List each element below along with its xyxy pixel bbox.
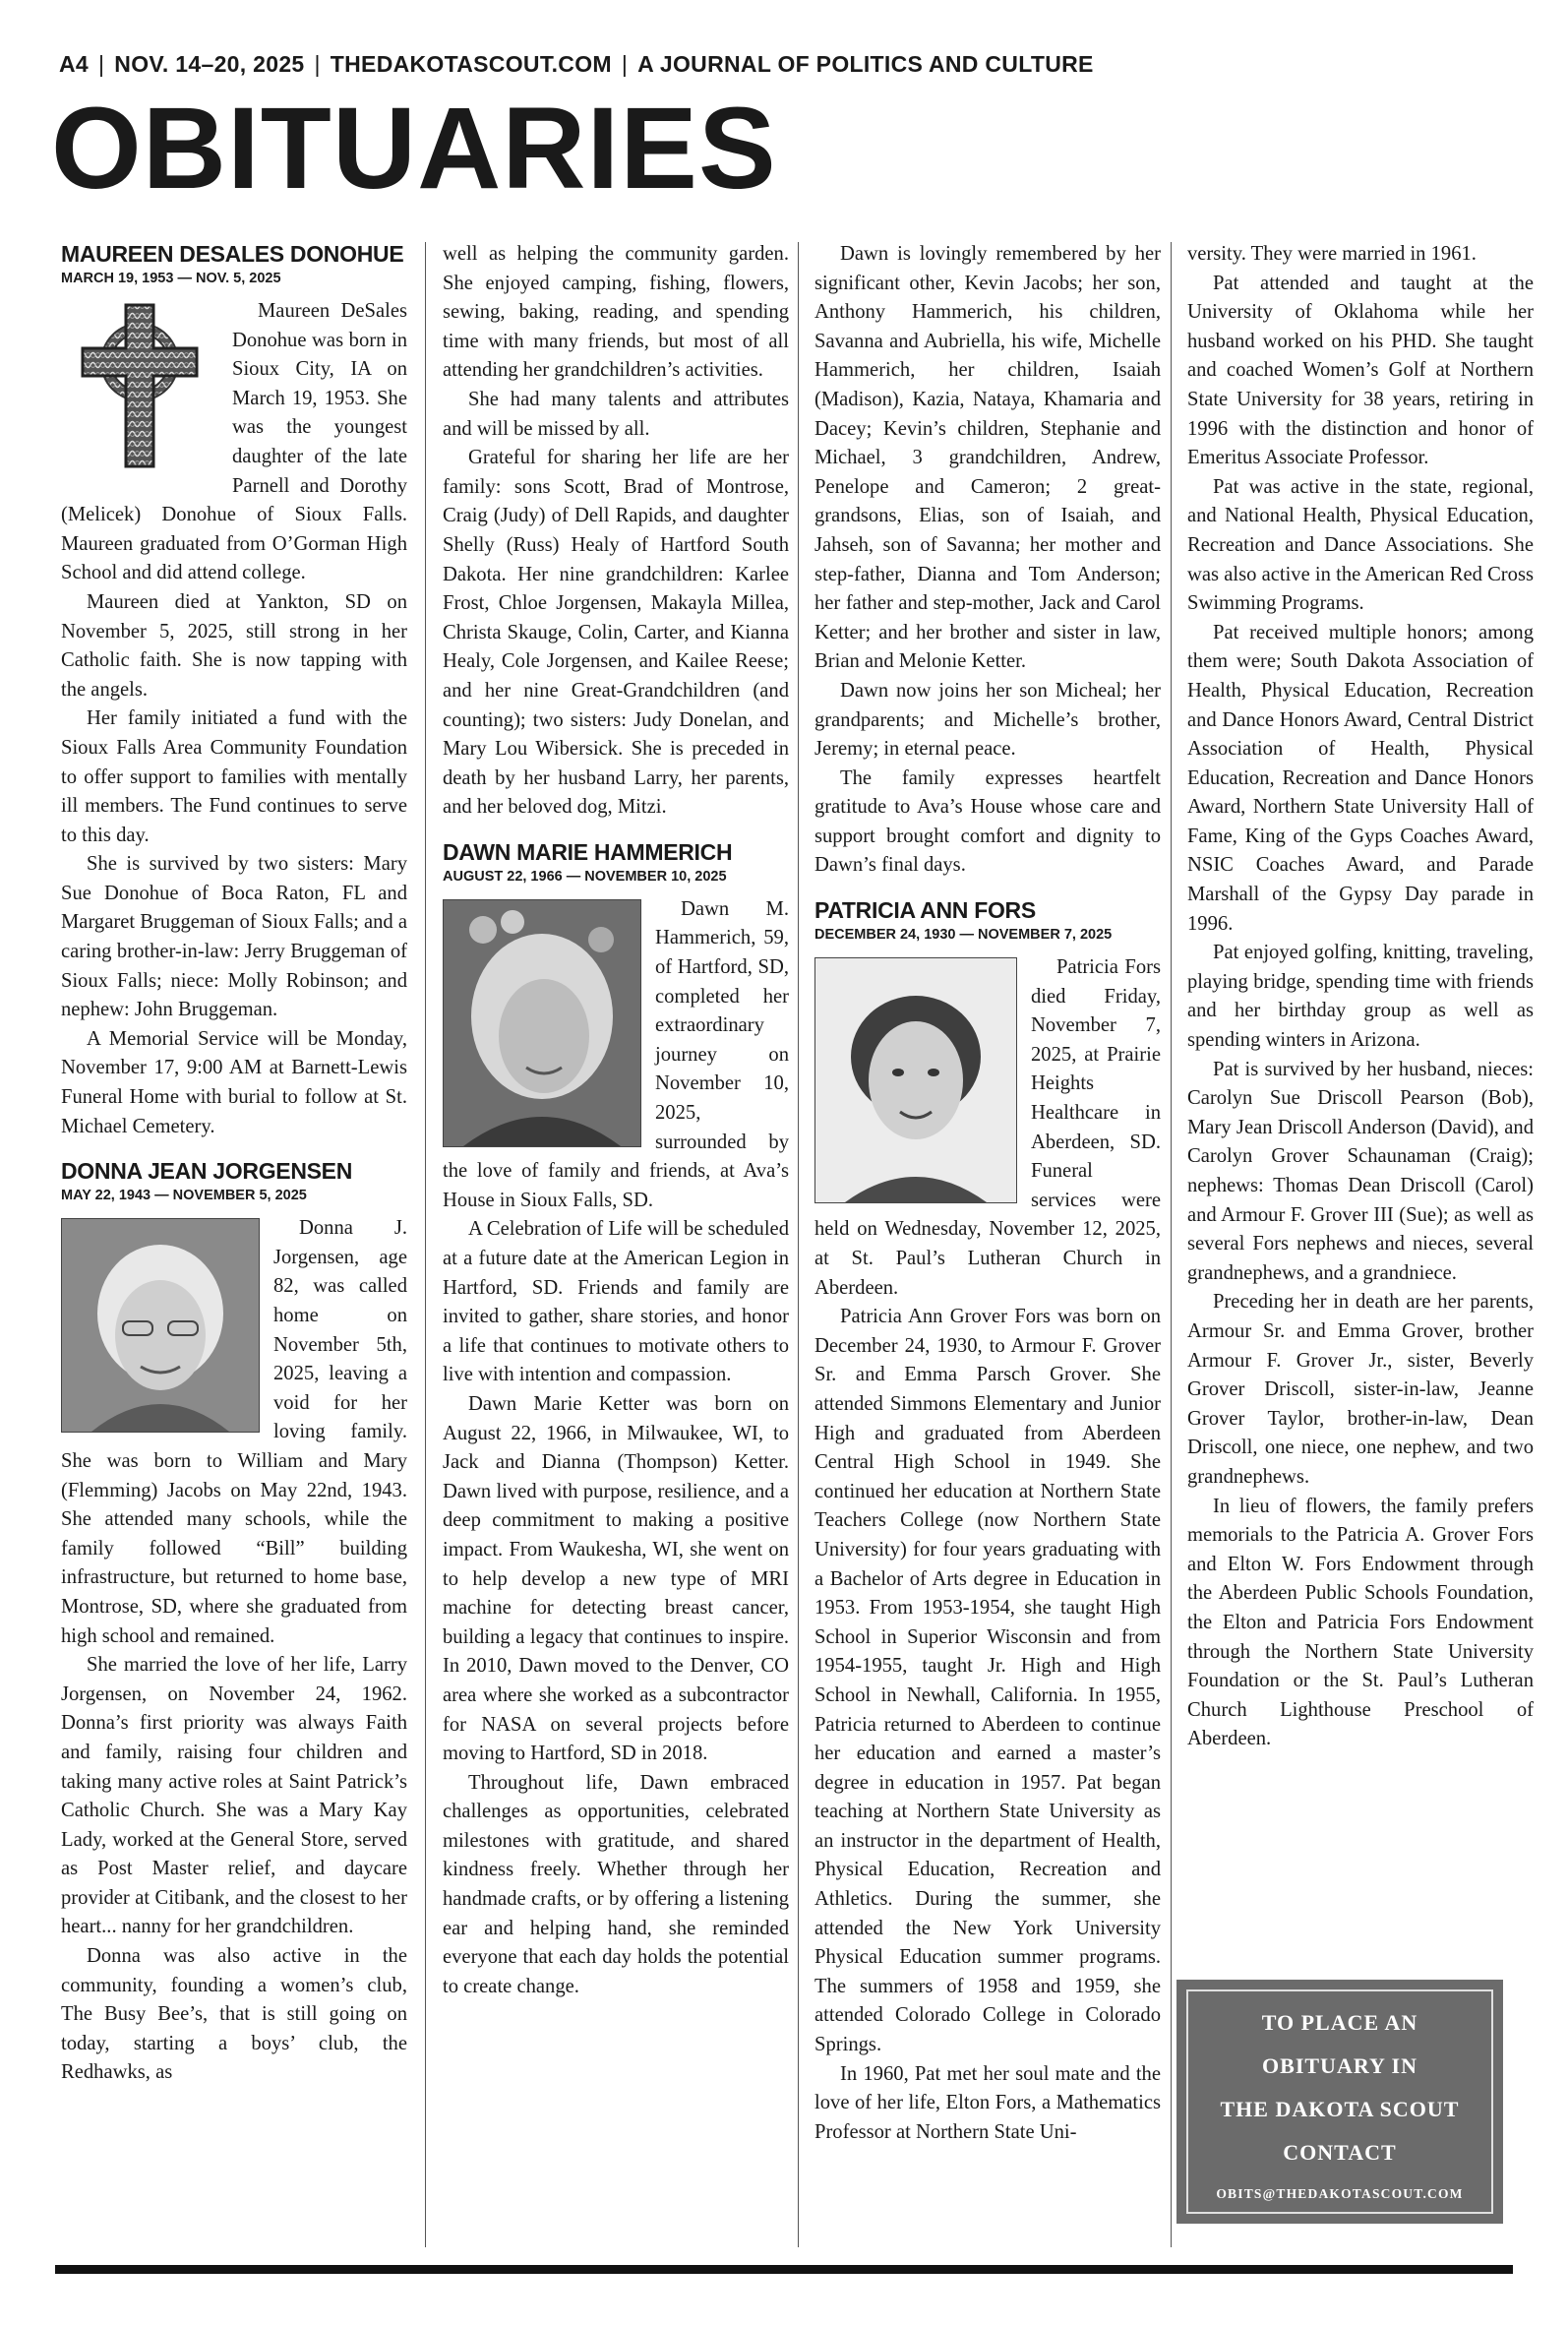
- obit-name: DONNA JEAN JORGENSEN: [61, 1158, 353, 1185]
- column-3: [814, 240, 1161, 2147]
- obit-paragraph: Throughout life, Dawn embraced challenges as opportunities, celebrated milestones with gratitude, and shared kindness freely. Whether through her handmade crafts, or by offering a listening ear and helping hand, she reminded everyone that each day holds the potential to create change.: [443, 1771, 789, 1997]
- obit-paragraph: well as helping the community garden. She enjoyed camping, fishing, flowers, sewing, baking, reading, and spending time with many friends, but most of all attending her grandchildren’s activities.: [443, 243, 789, 382]
- obit-paragraph: The family expresses heartfelt gratitude to Ava’s House whose care and support brought comfort and dignity to Dawn’s final days.: [814, 766, 1161, 877]
- obit-paragraph: Patricia Ann Grover Fors was born on December 24, 1930, to Armour F. Grover Sr. and Emma Parsch Grover. She attended Simmons Elementary and Junior High and graduated from Aberdeen Central High School in 1949. She continued her education at Northern State Teachers College (now Northern State University) for four years graduating with a Bachelor of Arts degree in Education in 1953. From 1953-1954, she taught High School in Superior Wisconsin and from 1954-1955, taught Jr. High and High School in Newhall, California. In 1955, Patricia returned to Aberdeen to continue her education and earned a master’s degree in education in 1957. Pat began teaching at Northern State University as an instructor in the department of Health, Physical Education, Recreation and Athletics. During the summer, she attended the New York University Physical Education summer programs. The summers of 1958 and 1959, she attended Colorado College in Colorado Springs.: [814, 1306, 1161, 2056]
- obit-paragraph: Pat received multiple honors; among them were; South Dakota Association of Health, Physical Education, Recreation and Dance Honors Award, Central District Association of Health, Physical Education, Recreation and Dance Honors Award, Northern State University Hall of Fame, King of the Gyps Coaches Award, NSIC Coaches Award, and Parade Marshall of the Gypsy Day parade in 1996.: [1187, 621, 1534, 935]
- obit-paragraph: In 1960, Pat met her soul mate and the love of her life, Elton Fors, a Mathematics Professor at Northern State Uni-: [814, 2062, 1161, 2143]
- column-rule: [425, 242, 426, 2247]
- bottom-rule: [55, 2265, 1513, 2274]
- obit-paragraph: She had many talents and attributes and will be missed by all.: [443, 388, 789, 440]
- obit-paragraph: Her family initiated a fund with the Sioux Falls Area Community Foundation to offer support to families with mentally ill members. The Fund continues to serve to this day.: [61, 707, 407, 846]
- obit-paragraph: She married the love of her life, Larry Jorgensen, on November 24, 1962. Donna’s first priority was always Faith and family, raising four children and taking many active roles at Saint Patrick’s Catholic Church. She was a Mary Kay Lady, worked at the General Store, served as Post Master relief, and daycare provider at Citibank, and the closest to her heart... nanny for her grandchildren.: [61, 1654, 407, 1938]
- obit-paragraph: She is survived by two sisters: Mary Sue Donohue of Boca Raton, FL and Margaret Bruggeman of Sioux Falls; and a caring brother-in-law: Jerry Bruggeman of Sioux Falls; niece: Molly Robinson; and nephew: John Bruggeman.: [61, 853, 407, 1021]
- obit-paragraph: Donna was also active in the community, founding a women’s club, The Busy Bee’s, that is still going on today, starting a boys’ club, the Redhawks, as: [61, 1945, 407, 2084]
- obit-paragraph: Dawn now joins her son Micheal; her grandparents; and Michelle’s brother, Jeremy; in eternal peace.: [814, 679, 1161, 761]
- column-rule: [1171, 242, 1172, 2247]
- obits-email-link[interactable]: OBITS@THEDAKOTASCOUT.COM: [1216, 2186, 1464, 2201]
- obit-paragraph: Pat attended and taught at the University of Oklahoma while her husband worked on his PHD. She taught and coached Women’s Golf at Northern State University for 38 years, retiring in 1996 with the distinction and honor of Emeritus Associate Professor.: [1187, 272, 1534, 469]
- obit-paragraph: A Celebration of Life will be scheduled at a future date at the American Legion in Hartford, SD. Friends and family are invited to gather, share stories, and honor a life that continues to motivate others to live with intention and compassion.: [443, 1218, 789, 1386]
- obit-paragraph: A Memorial Service will be Monday, November 17, 9:00 AM at Barnett-Lewis Funeral Home with burial to follow at St. Michael Cemetery.: [61, 1027, 407, 1137]
- portrait-photo: [814, 957, 1017, 1203]
- site-link[interactable]: THEDAKOTASCOUT.COM: [330, 51, 612, 77]
- obit-dates: MARCH 19, 1953 — NOV. 5, 2025: [61, 271, 281, 286]
- obit-paragraph: Dawn M. Hammerich, 59, of Hartford, SD, completed her extraordinary journey on November 10, 2025, surrounded by the love of family and friends, at Ava’s House in Sioux Falls, SD.: [443, 897, 789, 1211]
- tagline: A JOURNAL OF POLITICS AND CULTURE: [637, 51, 1094, 77]
- obit-paragraph: Preceding her in death are her parents, Armour Sr. and Emma Grover, brother Armour F. Grover Jr., sister, Beverly Grover Driscoll, sister-in-law, Jeanne Grover Taylor, brother-in-law, Dean Driscoll, one niece, one nephew, and two grandnephews.: [1187, 1291, 1534, 1488]
- obit-name: MAUREEN DESALES DONOHUE: [61, 241, 404, 267]
- issue-dates: NOV. 14–20, 2025: [114, 51, 305, 77]
- column-rule: [798, 242, 799, 2247]
- obit-paragraph: Donna J. Jorgensen, age 82, was called home on November 5th, 2025, leaving a void for her loving family. She was born to William and Mary (Flemming) Jacobs on May 22nd, 1943. She attended many schools, while the family followed “Bill” building infrastructure, but returned to home base, Montrose, SD, where she graduated from high school and remained.: [61, 1217, 407, 1647]
- place-obituary-notice: [1176, 1980, 1503, 2224]
- obit-dates: AUGUST 22, 1966 — NOVEMBER 10, 2025: [443, 868, 727, 885]
- column-1: [61, 240, 407, 2088]
- masthead-line: A4 | NOV. 14–20, 2025 | THEDAKOTASCOUT.COM | A JOURNAL OF POLITICS AND CULTURE: [59, 51, 1094, 77]
- column-2: [443, 240, 789, 2001]
- portrait-photo: [61, 1218, 260, 1433]
- obit-paragraph: Dawn Marie Ketter was born on August 22, 1966, in Milwaukee, WI, to Jack and Dianna (Thompson) Ketter. Dawn lived with purpose, resilience, and a deep commitment to making a positive impact. From Waukesha, WI, she went on to help develop a new type of MRI machine for detecting breast cancer, building a legacy that continues to inspire. In 2010, Dawn moved to the Denver, CO area where she worked as a subcontractor for NASA on several projects before moving to Hartford, SD in 2018.: [443, 1392, 789, 1765]
- notice-line: TO PLACE AN: [1261, 2010, 1418, 2035]
- obit-paragraph: Dawn is lovingly remembered by her significant other, Kevin Jacobs; her son, Anthony Hammerich, his children, Savanna and Aubriella, his wife, Michelle Hammerich, her children, Isaiah (Madison), Kazia, Nataya, Khamaria and Dacey; Kevin’s children, Stephanie and Michael, 3 grandchildren, Andrew, Penelope and Cameron; 2 great-grandsons, Elias, son of Isaiah, and Jahseh, son of Savanna; her mother and step-father, Dianna and Tom Anderson; her father and step-mother, Jack and Carol Ketter; and her brother and sister in law, Brian and Melonie Ketter.: [814, 243, 1161, 673]
- obit-dates: DECEMBER 24, 1930 — NOVEMBER 7, 2025: [814, 927, 1113, 944]
- portrait-photo: [443, 899, 641, 1147]
- page-number: A4: [59, 51, 90, 77]
- notice-line: CONTACT: [1283, 2140, 1397, 2165]
- obit-paragraph: Grateful for sharing her life are her family: sons Scott, Brad of Montrose, Craig (Judy) of Dell Rapids, and daughter Shelly (Russ) Healy of Hartford South Dakota. Her nine grandchildren: Karlee Frost, Chloe Jorgensen, Makayla Millea, Christa Skauge, Colin, Carter, and Kianna Healy, Cole Jorgensen, and Kailee Reese; and her nine Great-Grandchildren (and counting); two sisters: Judy Donelan, and Mary Lou Wibersick. She is preceded in death by her husband Larry, her parents, and her beloved dog, Mitzi.: [443, 447, 789, 819]
- obit-paragraph: Pat was active in the state, regional, and National Health, Physical Education, Recreation and Dance Associations. She was also active in the American Red Cross Swimming Programs.: [1187, 475, 1534, 615]
- obit-name: PATRICIA ANN FORS: [814, 897, 1036, 924]
- notice-line: THE DAKOTA SCOUT: [1220, 2097, 1460, 2121]
- obit-dates: MAY 22, 1943 — NOVEMBER 5, 2025: [61, 1188, 307, 1204]
- obit-paragraph: Pat enjoyed golfing, knitting, traveling, playing bridge, spending time with friends and her birthday group as well as spending winters in Arizona.: [1187, 942, 1534, 1052]
- obit-paragraph: Maureen DeSales Donohue was born in Sioux City, IA on March 19, 1953. She was the youngest daughter of the late Parnell and Dorothy (Melicek) Donohue of Sioux Falls. Maureen graduated from O’Gorman High School and did attend college.: [61, 300, 407, 584]
- obit-paragraph: In lieu of flowers, the family prefers memorials to the Patricia A. Grover Fors and Elton W. Fors Endowment through the Aberdeen Public Schools Foundation, the Elton and Patricia Fors Endowment through the Northern State University Foundation or the St. Paul’s Lutheran Church Lighthouse Preschool of Aberdeen.: [1187, 1495, 1534, 1750]
- column-4: [1187, 240, 1534, 1754]
- celtic-cross-image: [61, 301, 218, 470]
- obit-name: DAWN MARIE HAMMERICH: [443, 838, 733, 865]
- section-title: OBITUARIES: [51, 84, 777, 214]
- notice-line: OBITUARY IN: [1262, 2053, 1417, 2078]
- obit-paragraph: Maureen died at Yankton, SD on November 5, 2025, still strong in her Catholic faith. She is now tapping with the angels.: [61, 590, 407, 701]
- obit-paragraph: Patricia Fors died Friday, November 7, 2025, at Prairie Heights Healthcare in Aberdeen, SD. Funeral services were held on Wednesday, November 12, 2025, at St. Paul’s Lutheran Church in Aberdeen.: [814, 956, 1161, 1299]
- obit-paragraph: Pat is survived by her husband, nieces: Carolyn Sue Driscoll Pearson (Bob), Mary Jean Driscoll Anderson (David), and Carolyn Grover Schaunaman (Craig); nephews: Thomas Dean Driscoll (Carol) and Armour F. Grover III (Sue); as well as several Fors nephews and nieces, several grandnephews, and a grandniece.: [1187, 1058, 1534, 1284]
- obit-paragraph: versity. They were married in 1961.: [1187, 243, 1477, 265]
